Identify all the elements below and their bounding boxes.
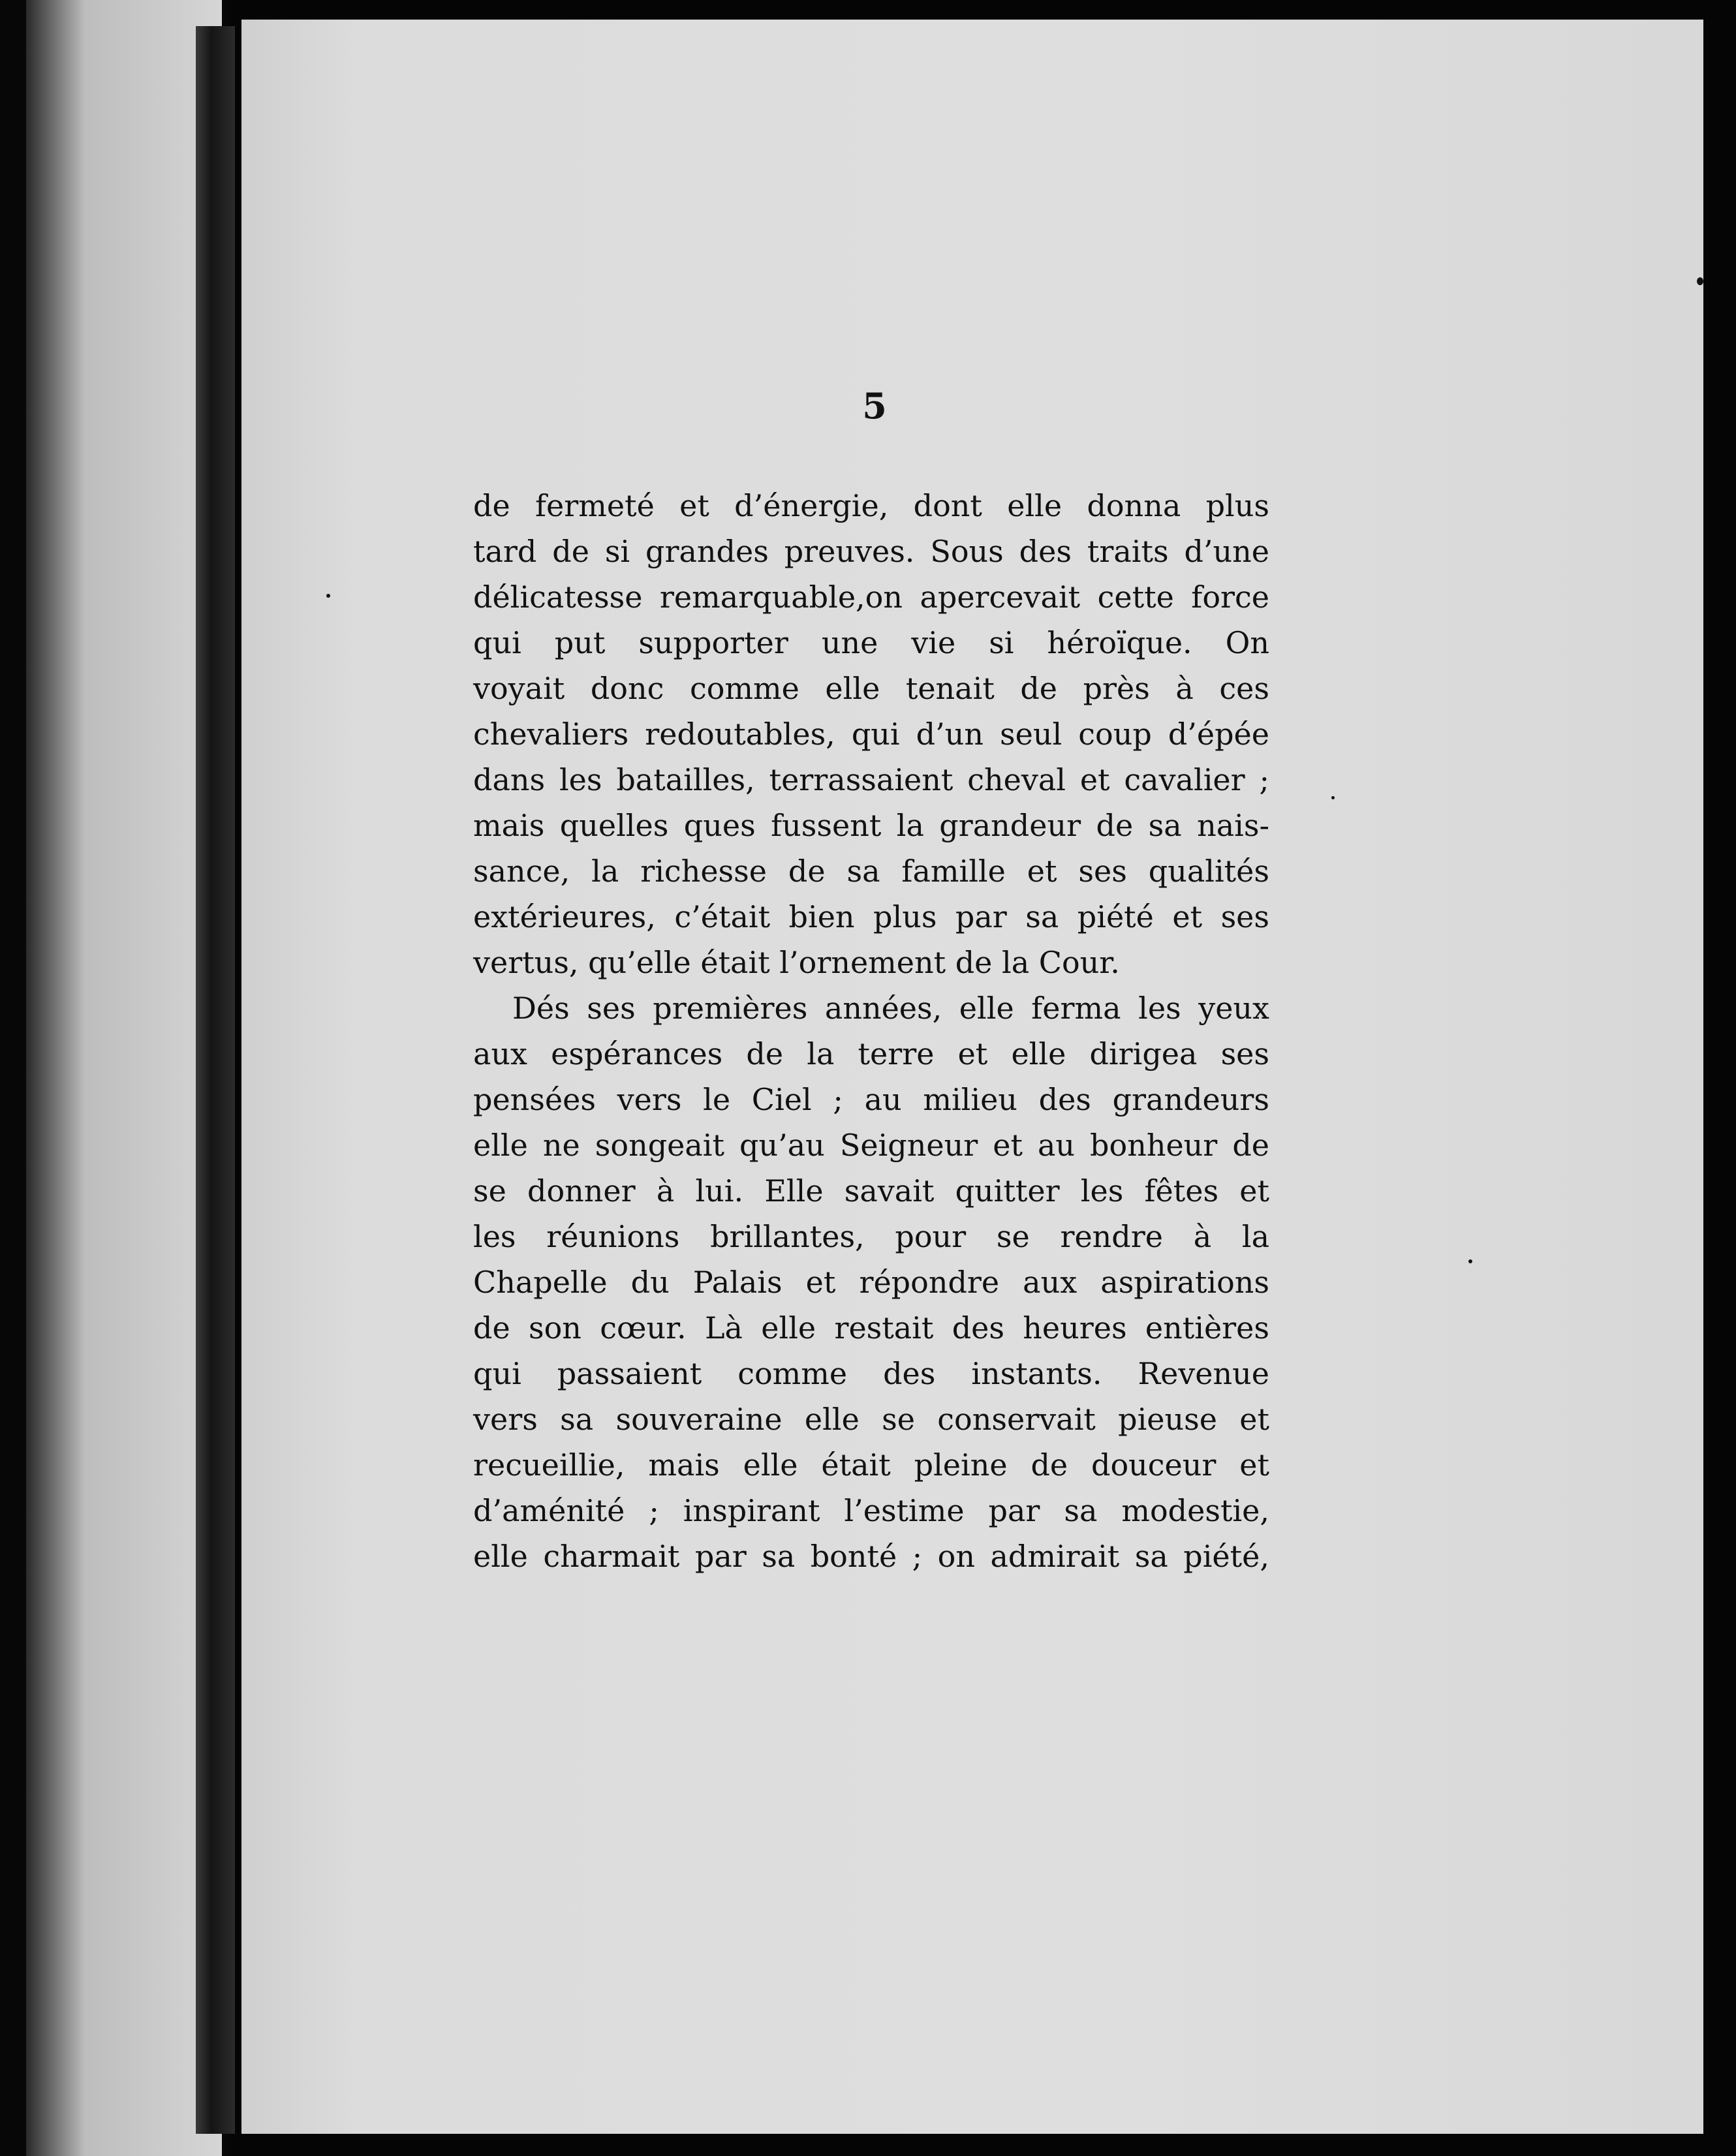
body-text	[473, 483, 1269, 1579]
paragraph-start-line: Dés ses premières années, elle ferma les yeux	[512, 991, 1269, 1026]
dust-speck	[326, 594, 330, 598]
spine-band	[196, 26, 235, 2134]
page-number: 5	[862, 385, 887, 427]
dust-speck	[1468, 1259, 1472, 1263]
text-line: se donner à lui. Elle savait quitter les fêtes et	[473, 1173, 1269, 1209]
text-line: qui put supporter une vie si héroïque. On	[473, 625, 1269, 660]
text-line: recueillie, mais elle était pleine de douceur et	[473, 1447, 1269, 1483]
text-line: aux espérances de la terre et elle dirigea ses	[473, 1036, 1269, 1071]
dust-speck	[1331, 796, 1335, 799]
facing-page-edge	[26, 0, 222, 2156]
text-line: pensées vers le Ciel ; au milieu des grandeurs	[473, 1082, 1269, 1117]
text-line: dans les batailles, terrassaient cheval et cavalier ;	[473, 762, 1269, 797]
dust-speck	[1697, 277, 1703, 285]
text-line: chevaliers redoutables, qui d’un seul coup d’épée	[473, 716, 1269, 752]
text-line: mais quelles ques fussent la grandeur de sa nais-	[473, 808, 1269, 843]
text-line: elle charmait par sa bonté ; on admirait sa piété,	[473, 1539, 1269, 1574]
text-line: de son cœur. Là elle restait des heures entières	[473, 1310, 1269, 1346]
text-line: elle ne songeait qu’au Seigneur et au bonheur de	[473, 1128, 1269, 1163]
text-line: extérieures, c’était bien plus par sa piété et ses	[473, 899, 1269, 934]
text-line: délicatesse remarquable,on apercevait cette force	[473, 579, 1269, 615]
text-line: les réunions brillantes, pour se rendre à la	[473, 1219, 1269, 1254]
text-line: sance, la richesse de sa famille et ses qualités	[473, 854, 1269, 889]
text-line: vers sa souveraine elle se conservait pieuse et	[473, 1402, 1269, 1437]
text-line: qui passaient comme des instants. Revenue	[473, 1356, 1269, 1391]
text-line: Chapelle du Palais et répondre aux aspirations	[473, 1265, 1269, 1300]
text-line: voyait donc comme elle tenait de près à ces	[473, 671, 1269, 706]
text-line: d’aménité ; inspirant l’estime par sa modestie,	[473, 1493, 1269, 1528]
text-line: de fermeté et d’énergie, dont elle donna plus	[473, 488, 1269, 523]
text-line: tard de si grandes preuves. Sous des traits d’une	[473, 534, 1269, 569]
text-line: vertus, qu’elle était l’ornement de la Cour.	[473, 945, 1120, 980]
